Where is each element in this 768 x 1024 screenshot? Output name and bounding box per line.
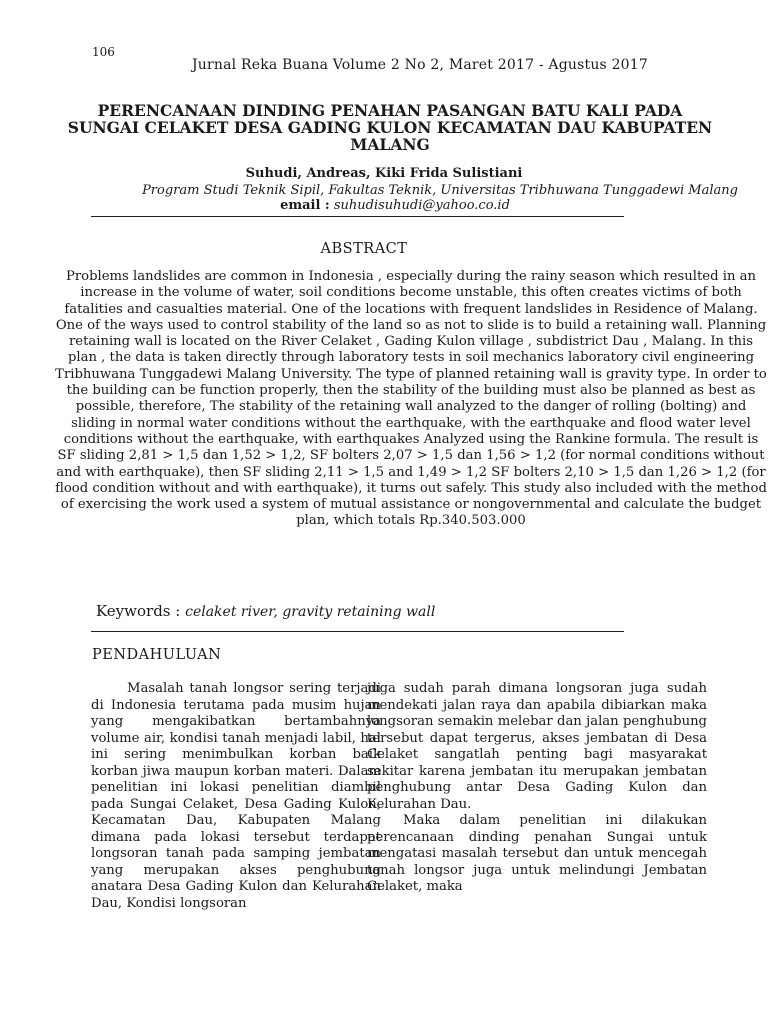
email-address: suhudisuhudi@yahoo.co.id <box>333 198 510 213</box>
left-column <box>91 681 381 912</box>
keywords-value: celaket river, gravity retaining wall <box>185 604 436 620</box>
abstract-body: Problems landslides are common in Indonesia , especially during the rainy season which resulted in an increase in the volume of water, soil conditions become unstable, this often creates victims of both fatalities and casualties material. One of the locations with frequent landslides in Residence of Malang. One of the ways used to control stability of the land so as not to slide is to build a retaining wall. Planning retaining wall is located on the River Celaket , Gading Kulon village , subdistrict Dau , Malang. In this plan , the data is taken directly through laboratory tests in soil mechanics laboratory civil engineering Tribhuwana Tunggadewi Malang University. The type of planned retaining wall is gravity type. In order to the building can be function properly, then the stability of the building must also be planned as best as possible, therefore, The stability of the retaining wall analyzed to the danger of rolling (bolting) and sliding in normal water conditions without the earthquake, with the earthquake and flood water level conditions without the earthquake, with earthquakes Analyzed using the Rankine formula. The result is SF sliding 2,81 > 1,5 dan 1,52 > 1,2, SF bolters 2,07 > 1,5 dan 1,56 > 1,2 (for normal conditions without and with earthquake), then SF sliding 2,11 > 1,5 and 1,49 > 1,2 SF bolters 2,10 > 1,5 dan 1,26 > 1,2 (for flood condition without and with earthquake), it turns out safely. This study also included with the method of exercising the work used a system of mutual assistance or nongovernmental and calculate the budget plan, which totals Rp.340.503.000 <box>55 269 767 529</box>
email-label: email : <box>280 198 330 213</box>
right-column <box>367 681 707 896</box>
body-paragraph: Maka dalam penelitian ini dilakukan perencanaan dinding penahan Sungai untuk mengatasi masalah tersebut dan untuk mencegah tanah longsor juga untuk melindungi Jembatan Celaket, maka <box>367 813 707 894</box>
abstract-heading: ABSTRACT <box>320 241 408 257</box>
journal-header: Jurnal Reka Buana Volume 2 No 2, Maret 2017 - Agustus 2017 <box>191 57 648 73</box>
keywords-label: Keywords : <box>96 602 181 620</box>
paper-title: PERENCANAAN DINDING PENAHAN PASANGAN BATU KALI PADA SUNGAI CELAKET DESA GADING KULON KECAMATAN DAU KABUPATEN MALANG <box>67 101 713 154</box>
author-list: Suhudi, Andreas, Kiki Frida Sulistiani <box>245 166 523 181</box>
divider <box>91 216 624 217</box>
section-heading: PENDAHULUAN <box>92 647 222 663</box>
keywords-line <box>96 602 435 620</box>
body-paragraph: Masalah tanah longsor sering terjadi di Indonesia terutama pada musim hujan yang mengakibatkan bertambahnya volume air, kondisi tanah menjadi labil, hal ini sering menimbulkan korban baik korban jiwa maupun korban materi. Dalam penelitian ini lokasi penelitian diambil pada Sungai Celaket, Desa Gading Kulon, Kecamatan Dau, Kabupaten Malang dimana pada lokasi tersebut terdapat longsoran tanah pada samping jembatan yang merupakan akses penghubung anatara Desa Gading Kulon dan Kelurahan Dau, Kondisi longsoran <box>91 681 381 911</box>
email-line <box>0 198 768 213</box>
divider <box>91 631 624 632</box>
affiliation: Program Studi Teknik Sipil, Fakultas Teknik, Universitas Tribhuwana Tunggadewi Malang <box>142 183 738 198</box>
body-paragraph: juga sudah parah dimana longsoran juga sudah mendekati jalan raya dan apabila dibiarkan maka longsoran semakin melebar dan jalan penghubung tersebut dapat tergerus, akses jembatan di Desa Celaket sangatlah penting bagi masyarakat sekitar karena jembatan itu merupakan jembatan penghubung antar Desa Gading Kulon dan Kelurahan Dau. <box>367 681 707 812</box>
page-number: 106 <box>92 45 115 59</box>
